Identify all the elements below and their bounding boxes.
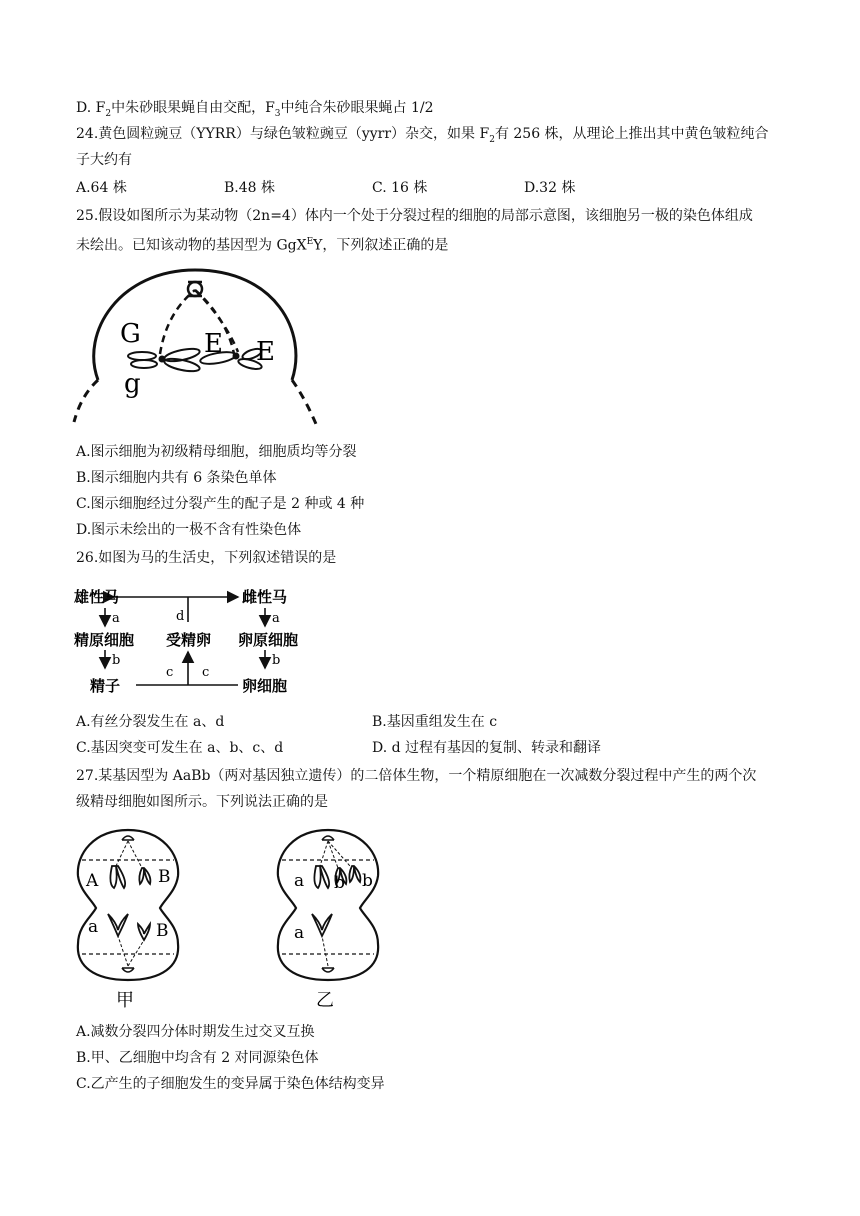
q26-label-c2: c (202, 665, 210, 680)
q25-text-1: 未绘出。已知该动物的基因型为 GgX (76, 237, 307, 254)
q26-stem: 26.如图为马的生活史，下列叙述错误的是 (76, 550, 337, 566)
q27-option-c: C.乙产生的子细胞发生的变异属于染色体结构变异 (76, 1076, 385, 1092)
q27-yi-label: 乙 (316, 990, 334, 1011)
q27-jia-bottom-left: a (88, 917, 99, 937)
q26-label-a1: a (112, 611, 120, 626)
q26-option-a: A.有丝分裂发生在 a、d (76, 714, 225, 730)
q23-option-d-text-3: 中纯合朱砂眼果蝇占 1/2 (280, 100, 434, 116)
q26-zygote: 受精卵 (166, 631, 212, 649)
q27-yi-top-right: b (362, 871, 373, 891)
q25-text-2: Y，下列叙述正确的是 (313, 237, 449, 254)
q27-option-b: B.甲、乙细胞中均含有 2 对同源染色体 (76, 1050, 319, 1066)
q27-yi-top-mid: b (334, 873, 345, 893)
q23-option-d (76, 98, 434, 124)
q25-label-e1: E (204, 329, 223, 359)
q27-cell-jia (72, 826, 184, 1010)
q26-option-c: C.基因突变可发生在 a、b、c、d (76, 740, 284, 756)
q27-jia-top-right: B (158, 867, 171, 887)
q26-label-b1: b (112, 653, 121, 668)
q25-label-e2: E (256, 337, 275, 367)
q23-option-d-text-1: D. F (76, 100, 106, 116)
q26-female-horse: 雌性马 (242, 588, 288, 606)
q27-cell-yi (272, 826, 384, 1010)
q24-stem-line2: 子大约有 (76, 152, 132, 168)
q27-jia-bottom-right: B (156, 921, 169, 941)
q25-stem-line1: 25.假设如图所示为某动物（2n=4）体内一个处于分裂过程的细胞的局部示意图，该细胞另一极的染色体组成 (76, 208, 753, 224)
q25-cell-figure (70, 262, 320, 432)
q25-option-c: C.图示细胞经过分裂产生的配子是 2 种或 4 种 (76, 496, 365, 512)
q26-label-c1: c (166, 665, 174, 680)
q24-option-d: D.32 株 (524, 180, 576, 196)
q26-egg: 卵细胞 (242, 677, 288, 695)
q26-lifecycle-diagram (70, 584, 310, 702)
q24-sub-f2: 2 (489, 134, 495, 145)
q26-label-b2: b (272, 653, 281, 668)
q27-jia-label: 甲 (116, 990, 134, 1011)
q25-option-b: B.图示细胞内共有 6 条染色单体 (76, 470, 277, 486)
q25-option-d: D.图示未绘出的一极不含有性染色体 (76, 522, 302, 538)
q25-stem-line2 (76, 232, 448, 256)
q23-option-d-text-2: 中朱砂眼果蝇自由交配，F (111, 100, 275, 116)
q24-text-2: 有 256 株，从理论上推出其中黄色皱粒纯合 (494, 126, 769, 142)
q26-option-d: D. d 过程有基因的复制、转录和翻译 (372, 740, 602, 756)
q24-stem-line1 (76, 124, 769, 150)
q25-option-a: A.图示细胞为初级精母细胞，细胞质均等分裂 (76, 444, 357, 460)
q26-label-d: d (176, 609, 185, 624)
q25-label-g-upper: G (120, 319, 141, 349)
q27-jia-top-left: A (86, 871, 99, 891)
q26-male-horse: 雄性马 (74, 588, 120, 606)
q27-yi-bottom-left: a (294, 923, 305, 943)
q27-option-a: A.减数分裂四分体时期发生过交叉互换 (76, 1024, 315, 1040)
q26-label-a2: a (272, 611, 280, 626)
q23-sub-f2: 2 (105, 108, 112, 119)
q25-sup-e: E (306, 237, 314, 247)
q27-stem-line1: 27.某基因型为 AaBb（两对基因独立遗传）的二倍体生物，一个精原细胞在一次减数分裂过程中产生的两个次 (76, 768, 757, 784)
q23-sub-f3: 3 (274, 108, 281, 119)
q24-text-1: 24.黄色圆粒豌豆（YYRR）与绿色皱粒豌豆（yyrr）杂交，如果 F (76, 126, 490, 142)
q24-option-b: B.48 株 (224, 180, 276, 196)
q24-option-a: A.64 株 (76, 180, 127, 196)
q24-option-c: C. 16 株 (372, 180, 428, 196)
q26-sperm: 精子 (90, 677, 121, 695)
q25-label-g-lower: g (124, 369, 141, 399)
q27-stem-line2: 级精母细胞如图所示。下列说法正确的是 (76, 794, 328, 810)
q26-spermatogonium: 精原细胞 (74, 631, 135, 649)
q27-yi-top-left: a (294, 871, 305, 891)
q26-oogonium: 卵原细胞 (238, 631, 299, 649)
q26-option-b: B.基因重组发生在 c (372, 714, 498, 730)
